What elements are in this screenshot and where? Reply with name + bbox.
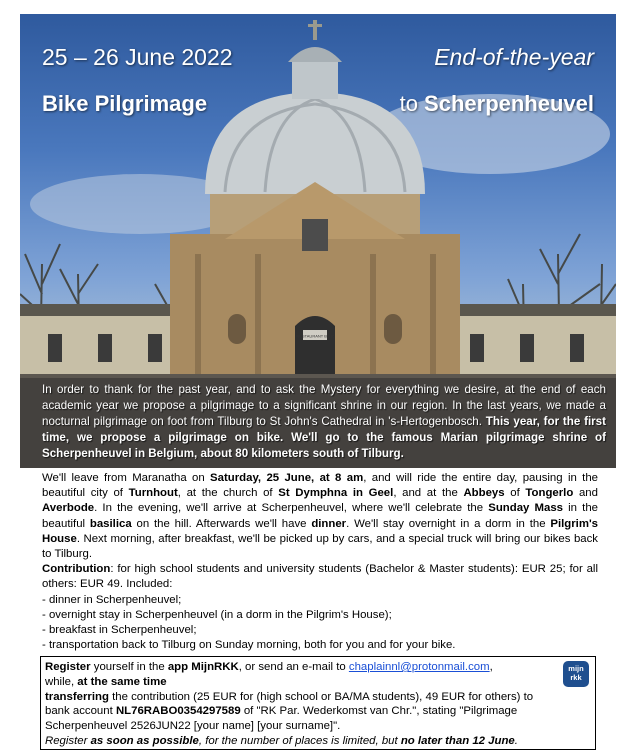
contribution-rest: ; for all others: EUR 49. Included: — [42, 563, 598, 591]
register-text: , for the number of places is limited, but — [198, 734, 401, 747]
register-text: , or send an e-mail to — [238, 661, 349, 673]
itinerary-highlight: Pilgrim's House — [42, 517, 599, 545]
register-text: Register — [45, 734, 91, 747]
itinerary-highlight: Saturday, 25 June, at 8 am — [210, 472, 364, 484]
app-icon-label-bottom: rkk — [570, 673, 582, 682]
itinerary-text: We'll leave from Maranatha on — [42, 472, 211, 484]
description — [42, 471, 598, 653]
church-sign: RESTAURANT BIER — [296, 333, 334, 339]
contribution-paragraph — [42, 562, 598, 592]
register-emphasis: transferring — [45, 690, 109, 703]
itinerary-highlight: Sunday Mass — [488, 502, 563, 515]
intro-overlay — [20, 378, 616, 468]
itinerary-highlight: Turnhout — [128, 487, 178, 500]
list-item: - transportation back to Tilburg on Sunday morning, both for you and for your bike. — [42, 639, 456, 652]
register-text: the contribution (25 EUR for (high school or BA/MA students), 49 EUR for others) to bank account — [45, 690, 534, 718]
destination-prefix: to — [399, 91, 425, 116]
itinerary-text: in the beautiful — [42, 502, 598, 530]
itinerary-highlight: St Dymphna in Geel — [278, 487, 394, 500]
itinerary-text: , at the church of — [177, 487, 279, 500]
list-item: - overnight stay in Scherpenheuvel (in a dorm in the Pilgrim's House); — [42, 608, 392, 621]
itinerary-text: . In the evening, we'll arrive at Scherpenheuvel, where we'll celebrate the — [94, 502, 489, 515]
list-item: - dinner in Scherpenheuvel; — [42, 593, 182, 606]
event-title: Bike Pilgrimage — [42, 91, 208, 116]
register-deadline: no later than 12 June — [400, 734, 515, 747]
email-link[interactable]: chaplainnl@protonmail.com — [348, 661, 490, 673]
register-emphasis: at the same time — [77, 675, 167, 688]
bank-account: NL76RABO0354297589 — [115, 705, 241, 718]
itinerary-highlight: Abbeys — [463, 487, 505, 500]
destination-place: Scherpenheuvel — [424, 91, 594, 116]
registration-text — [45, 660, 553, 749]
itinerary-text: . We'll stay overnight in a dorm in the — [346, 517, 551, 530]
registration-box — [40, 656, 596, 750]
hero-photo — [20, 14, 616, 468]
register-text: while, — [45, 675, 78, 688]
register-text: yourself in the — [90, 661, 168, 673]
itinerary-paragraph — [42, 471, 598, 562]
itinerary-text: of — [504, 487, 526, 500]
intro-text: In order to thank for the past year, and to ask the Mystery for everything we desire, at the end of each academic year we propose a pilgrimage to a significant shrine in our region. In the last years, we made a nocturnal pilgrimage on foot from Tilburg to St John's Cathedral in 's-Hertogenbosch. — [42, 383, 606, 428]
register-text: , — [489, 661, 493, 673]
itinerary-highlight: Averbode — [42, 502, 95, 515]
contribution-price: 25 — [549, 563, 563, 576]
event-destination — [400, 91, 594, 117]
app-name: app MijnRKK — [167, 661, 239, 673]
itinerary-highlight: dinner — [311, 517, 347, 530]
register-text: of "RK Par. Wederkomst van Chr.", stating "Pilgrimage Scherpenheuvel 2526JUN22 [your name] [your surname]". — [45, 705, 518, 733]
register-line-1 — [45, 660, 553, 675]
contribution-text: : for high school students and university students (Bachelor & Master students): EUR — [110, 563, 550, 576]
itinerary-text: . Next morning, after breakfast, we'll be picked up by cars, and a special truck will bring our bikes back to Tilburg. — [42, 532, 598, 561]
register-line-3 — [45, 690, 553, 734]
itinerary-highlight: basilica — [89, 517, 132, 530]
register-text: . — [514, 734, 518, 747]
itinerary-text: and — [573, 487, 598, 500]
list-item: - breakfast in Scherpenheuvel; — [42, 624, 197, 637]
itinerary-text: , and at the — [393, 487, 464, 500]
register-word: Register — [45, 661, 91, 673]
intro-bold-text: This year, for the first time, we propose a pilgrimage on bike. We'll go to the famous Marian pilgrimage shrine of Scherpenheuvel in Belgium, about 80 kilometers south of Tilburg. — [42, 415, 606, 460]
mijnrkk-app-icon[interactable] — [563, 661, 589, 687]
app-icon-label-top: mijn — [568, 664, 584, 673]
included-list — [42, 593, 598, 654]
itinerary-text: on the hill. Afterwards we'll have — [131, 517, 312, 530]
register-line-2 — [45, 675, 553, 690]
intro-paragraph — [42, 382, 606, 462]
register-line-4 — [45, 734, 553, 749]
itinerary-highlight: Tongerlo — [525, 487, 574, 500]
contribution-label: Contribution — [42, 563, 111, 576]
event-date: 25 – 26 June 2022 — [42, 44, 233, 70]
register-emphasis: as soon as possible — [90, 734, 199, 747]
event-tagline: End-of-the-year — [434, 44, 594, 70]
itinerary-text: , and will ride the entire day, pausing in the beautiful city of — [42, 472, 599, 500]
